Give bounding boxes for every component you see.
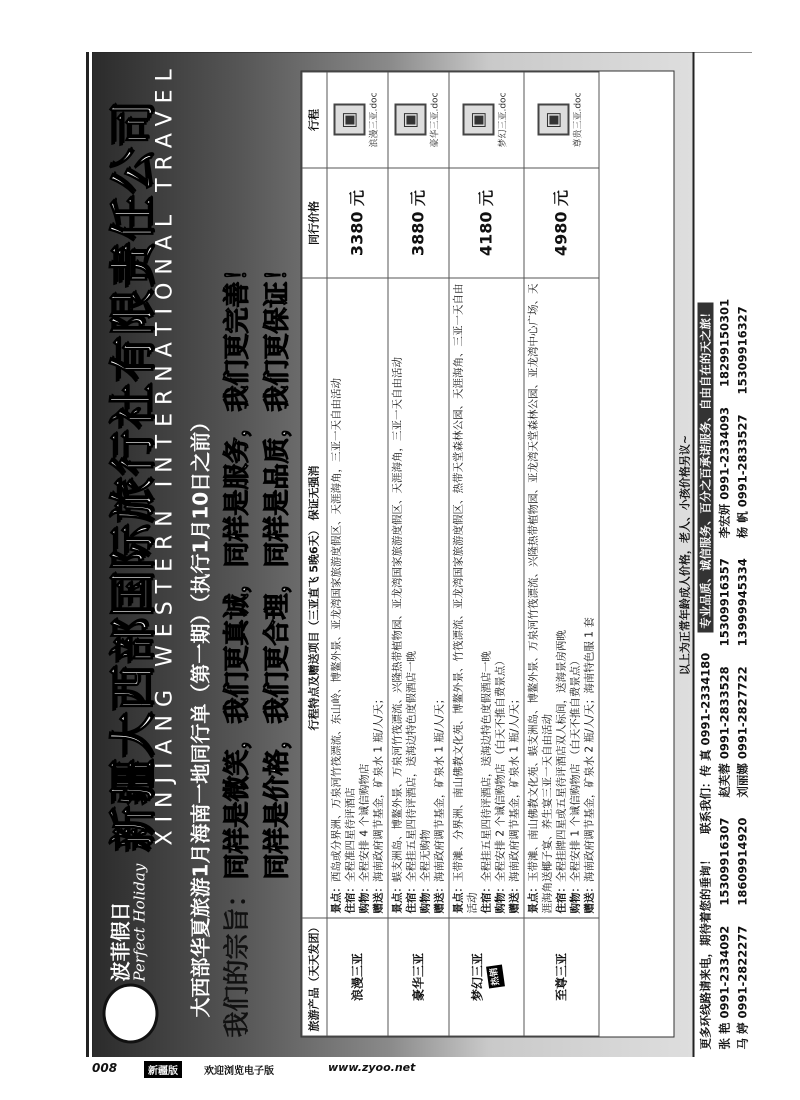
contact-mobile: 18299150301 <box>717 298 731 387</box>
column-header: 行程特点及赠送项目（三亚直飞 5晚6天） 保证无强消 <box>302 278 327 918</box>
product-price: 4980 元 <box>524 168 599 278</box>
slogan-line-2: 同样是价格，我们更合理，同样是品质，我们更保证！ <box>262 254 292 879</box>
website-link[interactable]: www.zyoo.net <box>328 1061 416 1074</box>
product-detail: 景点：玉带滩、分界洲、南山佛教文化苑、博鳌外景、竹筏漂流、亚龙湾国家旅游度假区、热带天堂森林公园、天涯海角、三亚一天自由活动 住宿：全程挂五星四待评酒店，送海边特色度假酒店一晚 购物：全程安排 2 个诚信购物店 （白天不推自费景点） 赠送：海南政府调节基金，矿泉水 1 瓶/人/天； <box>449 278 524 918</box>
contact-phone: 张 艳 0991-2334092 <box>717 925 731 1049</box>
hot-sale-badge: 热销 <box>485 964 504 988</box>
itinerary-doc-link[interactable]: ▣ 尊贵三亚.doc <box>524 72 599 168</box>
company-name-cn: 新疆大西部国际旅行社有限责任公司 <box>105 100 159 852</box>
product-detail: 景点：蜈支洲岛、博鳌外景、万泉河竹筏漂流、兴隆热带植物园、亚龙湾国家旅游度假区、天涯海角，三亚一天自由活动 住宿：全程挂五星四待评酒店，送海边特色度假酒店一晚 购物：全程无购物 赠送：海南政府调节基金，矿泉水 1 瓶/人/天； <box>388 278 449 918</box>
contact-phone: 杨 帆 0991-2833527 <box>735 413 749 538</box>
product-price: 3880 元 <box>388 168 449 278</box>
itinerary-doc-link[interactable]: ▣ 豪华三亚.doc <box>388 72 449 168</box>
column-header: 行程 <box>302 72 327 168</box>
logo-icon <box>102 983 158 1043</box>
slogan <box>216 77 296 1037</box>
contact-phone: 赵芙蓉 0991-2833528 <box>717 665 731 798</box>
contact-phone: 马 婷 0991-2822277 <box>735 925 749 1049</box>
table-row <box>449 72 524 1036</box>
travel-advertisement <box>92 52 752 1057</box>
contact-mobile: 15309916307 <box>717 817 731 906</box>
contact-mobile: 13999945334 <box>735 557 749 646</box>
product-name: 梦幻三亚 热销 <box>449 918 524 1036</box>
product-name: 至尊三亚 <box>524 918 599 1036</box>
table-row <box>524 72 599 1036</box>
column-header: 同行价格 <box>302 168 327 278</box>
price-note: 以上为正常年龄成人价格，老人、小孩价格另议~ <box>678 434 691 675</box>
subtitle: 大西部华夏旅游1月海南一地同行单（第一期）（执行1月10日之前） <box>188 411 212 1017</box>
itinerary-doc-link[interactable]: ▣ 浪漫三亚.doc <box>327 72 388 168</box>
product-price: 4180 元 <box>449 168 524 278</box>
itinerary-doc-link[interactable]: ▣ 梦幻三亚.doc <box>449 72 524 168</box>
footer-text: 欢迎浏览电子版 <box>204 1066 274 1077</box>
page-footer <box>92 1058 752 1084</box>
header <box>92 52 222 1057</box>
document-icon: ▣ <box>333 104 365 136</box>
column-header: 旅游产品（天天发团） <box>302 918 327 1036</box>
contact-bar <box>692 52 752 1057</box>
product-detail: 景点：西岛或分界洲、万泉河竹筏漂流、东山岭、博鳌外景、亚龙湾国家旅游度假区、天涯海角，三亚一天自由活动 住宿：全程准四星待评酒店 购物：全程安排 4 个诚信购物店 赠送：海南政府调节基金，矿泉水 1 瓶/人/天； <box>327 278 388 918</box>
contact-mobile: 15309916327 <box>735 305 749 394</box>
document-icon: ▣ <box>537 104 569 136</box>
contact-mobile: 18609914920 <box>735 817 749 906</box>
document-icon: ▣ <box>462 104 494 136</box>
table-row <box>327 72 388 1036</box>
document-icon: ▣ <box>394 104 426 136</box>
contact-row <box>734 290 750 1049</box>
table-header-row <box>302 72 327 1036</box>
logo-en: Perfect Holiday <box>130 863 148 981</box>
contact-fax: 联系我们：传 真 0991-2334180 <box>698 652 712 834</box>
product-name: 豪华三亚 <box>388 918 449 1036</box>
contact-phone: 李宏妍 0991-2334093 <box>717 406 731 538</box>
company-name-en: XINJIANG WESTERN INTERNATIONAL TRAVEL <box>152 60 177 845</box>
service-motto: 专业品质、诚信服务、百分之百承诺服务、自由自在的天之旅！ <box>697 302 713 632</box>
contact-row <box>697 296 713 1049</box>
logo-cn: 波菲假日 <box>108 901 132 981</box>
contact-mobile: 15309916357 <box>717 557 731 646</box>
page-number: 008 <box>92 1061 118 1075</box>
slogan-label: 我们的宗旨： <box>222 880 252 1037</box>
rotated-content <box>92 52 752 1057</box>
product-price: 3380 元 <box>327 168 388 278</box>
itinerary-table <box>300 70 674 1037</box>
table-row <box>388 72 449 1036</box>
slogan-line-1: 同样是微笑，我们更真诚，同样是服务，我们更完善！ <box>222 254 252 879</box>
contact-prompt: 更多环线路请来电，期待着您的垂询！ <box>698 853 712 1049</box>
contact-phone: 刘丽娜 0991-2827722 <box>735 665 749 798</box>
product-detail: 景点：玉带滩、南山佛教文化苑、蜈支洲岛、博鳌外景、万泉河竹筏漂流、兴隆热带植物园、亚龙湾天堂森林公园、亚龙湾中心广场、天涯海角送椰子宴、养生宴三亚一天自由活动 住宿：全程挂牌四星或五星待评酒店双人标间，送海景房两晚 购物：全程安排 1 个诚信购物店 （白天不推自费景点） 赠送：海南政府调节基金，矿泉水 2 瓶/人/天；海南特色服 1 套 <box>524 278 599 918</box>
left-rule <box>86 52 89 1057</box>
contact-row <box>716 282 732 1049</box>
product-name: 浪漫三亚 <box>327 918 388 1036</box>
edition-badge: 新疆版 <box>144 1061 182 1078</box>
